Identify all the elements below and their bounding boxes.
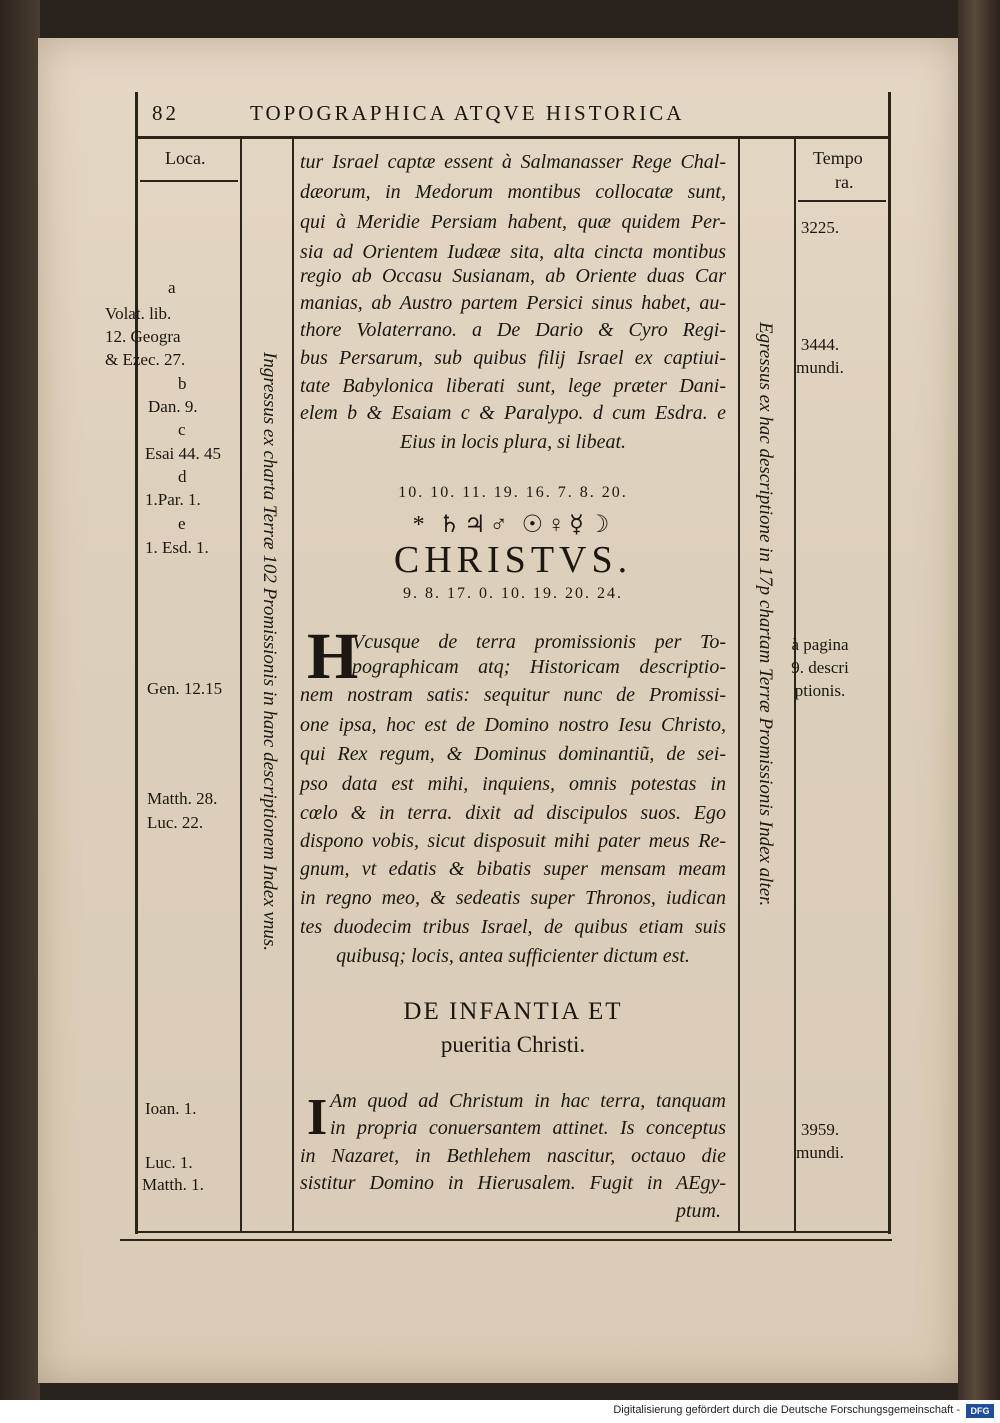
- text-line: one ipsa, hoc est de Domino nostro Iesu Christo,: [300, 714, 726, 736]
- text-line: Vcusque de terra promissionis per To-: [352, 631, 726, 653]
- planet-numbers-top: 10. 10. 11. 19. 16. 7. 8. 20.: [398, 484, 628, 501]
- text-line: tes duodecim tribus Israel, de quibus etiam suis: [300, 916, 726, 938]
- left-note: Luc. 1.: [145, 1153, 193, 1172]
- text-line: in regno meo, & sedeatis super Thronos, iudican: [300, 887, 726, 909]
- text-line: dispono vobis, sicut disposuit mihi pater meus Re-: [300, 830, 726, 852]
- left-note: 1. Esd. 1.: [145, 538, 209, 557]
- text-line: pographicam atq; Historicam descriptio-: [352, 656, 726, 678]
- outer-left-rule: [135, 92, 138, 1234]
- tempora-header-rule: [798, 200, 886, 202]
- page-edge-left: [0, 0, 40, 1400]
- left-note: Luc. 22.: [147, 813, 204, 832]
- section-title: DE INFANTIA ET: [403, 998, 623, 1025]
- right-note: mundi.: [796, 358, 844, 377]
- left-note: Volat. lib.: [105, 304, 172, 323]
- planet-numbers-bottom: 9. 8. 17. 0. 10. 19. 20. 24.: [403, 585, 623, 602]
- left-note: 1.Par. 1.: [145, 490, 201, 509]
- left-note: Esai 44. 45: [145, 444, 222, 463]
- text-line: ptum.: [676, 1200, 721, 1222]
- right-note: mundi.: [796, 1143, 844, 1162]
- text-line: in Nazaret, in Bethlehem nascitur, octauo die: [300, 1145, 726, 1167]
- left-note: Matth. 1.: [142, 1175, 204, 1194]
- drop-cap-i: I: [307, 1089, 328, 1146]
- left-note: & Ezec. 27.: [105, 350, 186, 369]
- loca-header: Loca.: [165, 148, 206, 168]
- left-note: Matth. 28.: [147, 789, 218, 808]
- text-line: cœlo & in terra. dixit ad discipulos suos. Ego: [300, 802, 726, 824]
- header-rule: [135, 136, 891, 139]
- vertical-index-left: Ingressus ex charta Terræ 102 Promissionis in hanc descriptionem Index vnus.: [259, 352, 280, 951]
- text-line: elem b & Esaiam c & Paralypo. d cum Esdra. e: [300, 402, 726, 424]
- text-line: manias, ab Austro partem Persici sinus habet, au-: [300, 292, 726, 314]
- text-line: sistitur Domino in Hierusalem. Fugit in AEgy-: [300, 1172, 726, 1194]
- left-note: e: [178, 514, 186, 533]
- text-right-rule: [738, 139, 740, 1231]
- astrological-symbols: * ♄♃♂ ☉♀☿☽: [412, 512, 614, 538]
- tempora-header-2: ra.: [835, 172, 854, 192]
- running-title: TOPOGRAPHICA ATQVE HISTORICA: [250, 101, 685, 125]
- bottom-rule-1: [135, 1231, 891, 1233]
- text-line: tate Babylonica liberati sunt, lege præter Dani-: [300, 375, 726, 397]
- left-note: 12. Geogra: [105, 327, 181, 346]
- book-binding-edge: [958, 0, 1000, 1400]
- right-note: à pagina: [791, 635, 849, 654]
- text-line: tur Israel captæ essent à Salmanasser Rege Chal-: [300, 151, 726, 173]
- text-line: sia ad Orientem Iudææ sita, alta cincta montibus: [300, 241, 726, 263]
- left-note: c: [178, 420, 186, 439]
- text-line: qui à Meridie Persiam habent, quæ quidem Per-: [300, 211, 726, 233]
- text-line: thore Volaterrano. a De Dario & Cyro Regi-: [300, 319, 726, 341]
- text-line: qui Rex regum, & Dominus dominantiũ, de sei-: [300, 743, 726, 765]
- text-line: Am quod ad Christum in hac terra, tanquam: [330, 1090, 726, 1112]
- loca-header-rule: [140, 180, 238, 182]
- christus-title: CHRISTVS.: [393, 539, 633, 581]
- right-note: 9. descri: [791, 658, 849, 677]
- text-line: in propria conuersantem attinet. Is conceptus: [330, 1117, 726, 1139]
- section-subtitle: pueritia Christi.: [440, 1032, 586, 1057]
- vertical-index-right: Egressus ex hac descriptione in 17p chartam Terræ Promissionis Index alter.: [755, 322, 776, 907]
- right-note: 3444.: [800, 335, 840, 354]
- tempora-header-1: Tempo: [813, 148, 863, 168]
- left-note: Dan. 9.: [148, 397, 198, 416]
- left-note: Ioan. 1.: [145, 1099, 197, 1118]
- left-note: Gen. 12.15: [147, 679, 223, 698]
- right-note: ptionis.: [794, 681, 846, 700]
- right-note: 3225.: [800, 218, 840, 237]
- text-line: gnum, vt edatis & bibatis super mensam meam: [300, 858, 726, 880]
- text-line: pso data est mihi, inquiens, omnis potestas in: [300, 773, 726, 795]
- left-note: b: [178, 374, 187, 393]
- dfg-logo: DFG: [966, 1404, 994, 1418]
- drop-cap-h: H: [307, 620, 359, 693]
- bottom-rule-2: [120, 1239, 892, 1241]
- outer-right-rule: [888, 92, 891, 1234]
- text-line: regio ab Occasu Susianam, ab Oriente duas Car: [300, 265, 726, 287]
- text-line: dæorum, in Medorum montibus collocatæ sunt,: [300, 181, 726, 203]
- left-note: d: [178, 467, 187, 486]
- text-line: nem nostram satis: sequitur nunc de Promissi-: [300, 684, 726, 706]
- digitization-credit: Digitalisierung gefördert durch die Deutsche Forschungsgemeinschaft -: [613, 1404, 960, 1416]
- text-line: quibusq; locis, antea sufficienter dictum est.: [336, 945, 690, 967]
- page-number: 82: [152, 101, 179, 125]
- left-note: a: [168, 278, 176, 297]
- right-note: 3959.: [800, 1120, 840, 1139]
- text-line: Eius in locis plura, si libeat.: [399, 431, 627, 453]
- text-line: bus Persarum, sub quibus filij Israel ex captiui-: [300, 347, 726, 369]
- text-left-rule: [292, 139, 294, 1231]
